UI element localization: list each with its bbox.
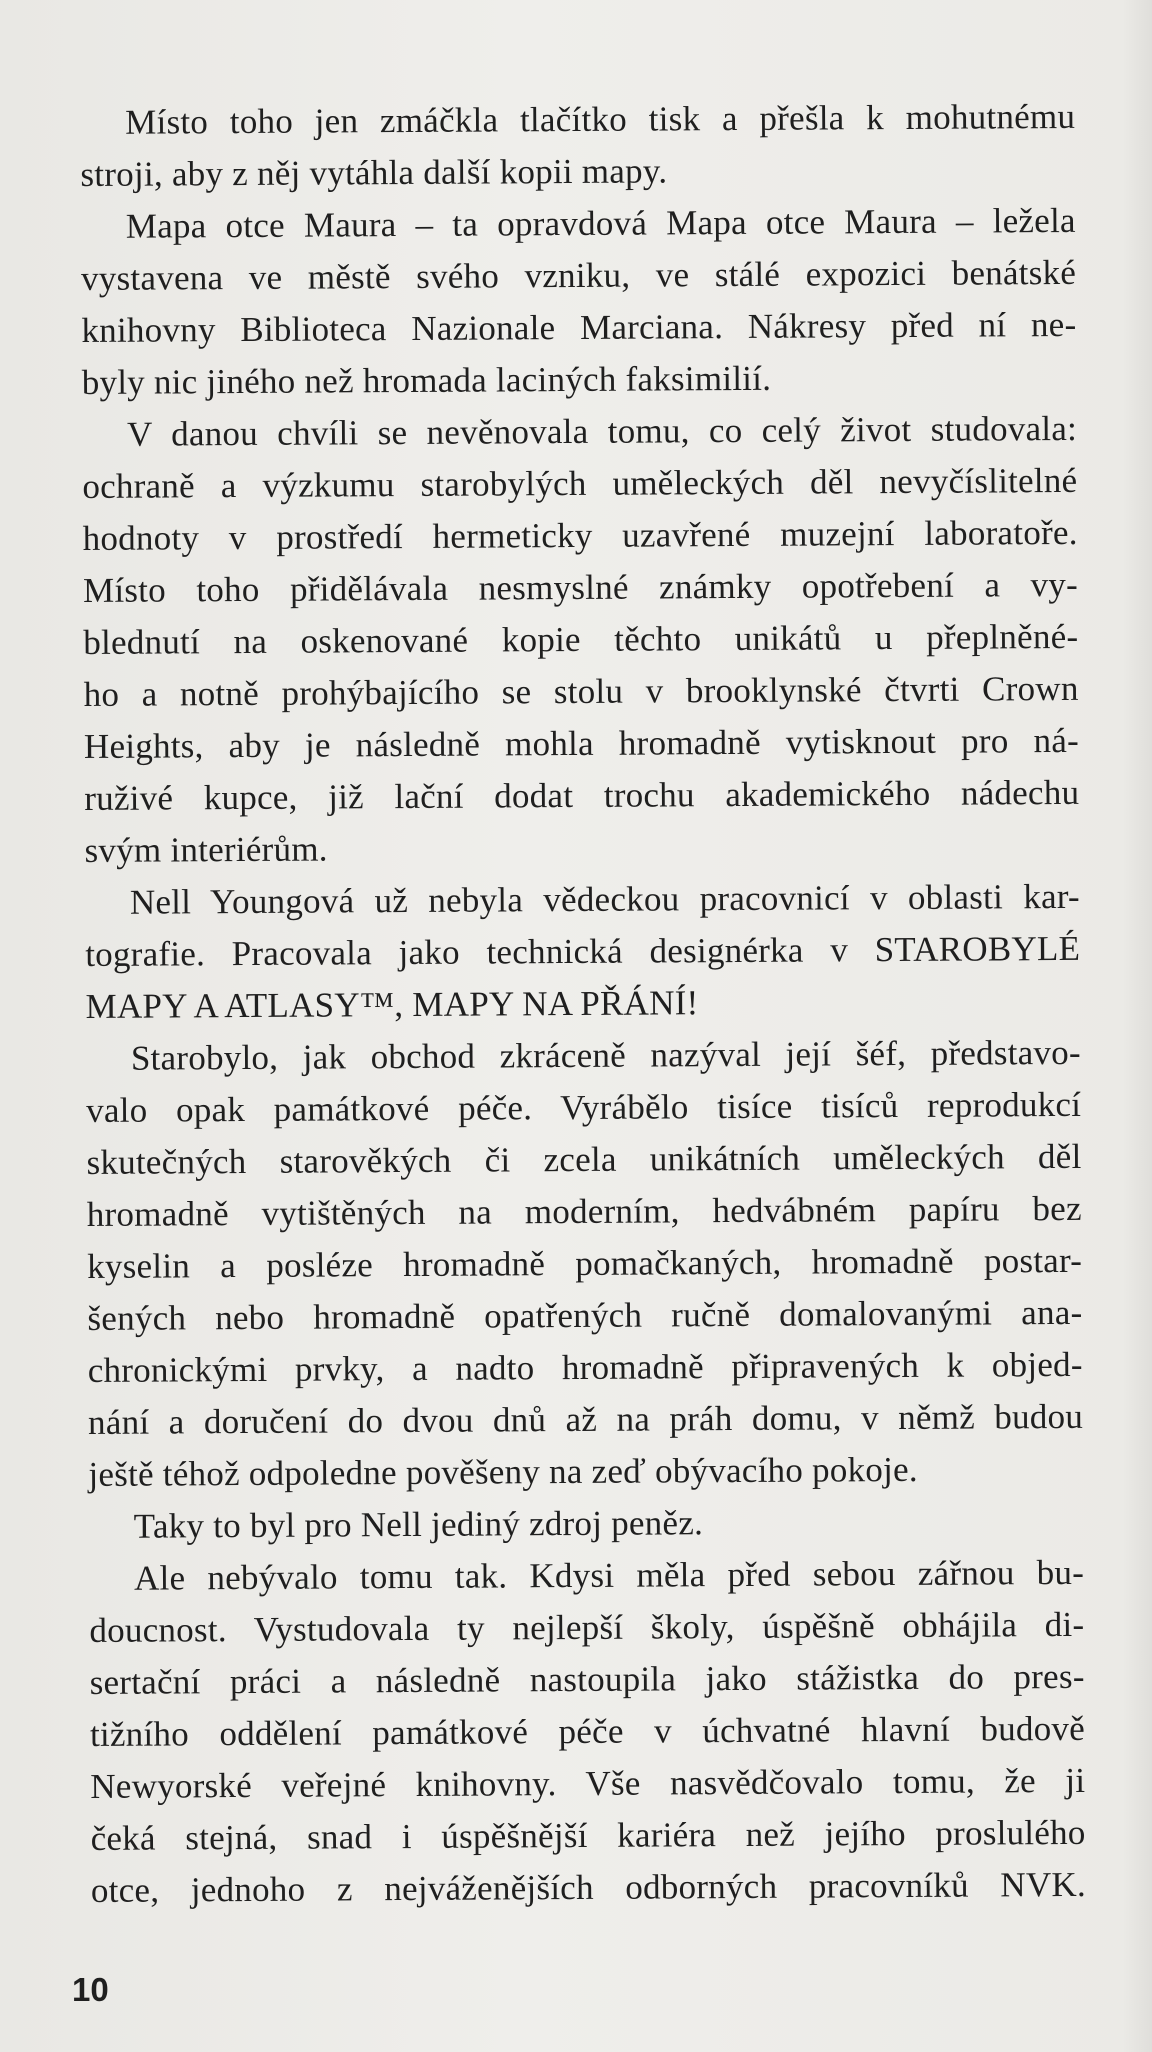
text-line: čeká stejná, snad i úspěšnější kariéra než jejího proslulého	[90, 1812, 1086, 1858]
page-edge-shadow	[1122, 0, 1152, 2052]
text-line: valo opak památkové péče. Vyrábělo tisíce tisíců reprodukcí	[86, 1084, 1082, 1130]
text-line: otce, jednoho z nejváženějších odborných pracovníků NVK.	[90, 1864, 1087, 1910]
text-line: ještě téhož odpoledne pověšeny na zeď obývacího pokoje.	[88, 1449, 918, 1494]
text-line: Taky to byl pro Nell jediný zdroj peněz.	[133, 1503, 704, 1546]
text-line: Starobylo, jak obchod zkráceně nazýval její šéf, představo-	[130, 1032, 1081, 1078]
page-number: 10	[72, 1971, 109, 2008]
text-line: sertační práci a následně nastoupila jako stážistka do pres-	[89, 1656, 1085, 1702]
text-line: stroji, aby z něj vytáhla další kopii mapy.	[80, 151, 668, 194]
text-line: šených nebo hromadně opatřených ručně domalovanými ana-	[87, 1292, 1083, 1338]
text-line: blednutí na oskenované kopie těchto unikátů u přeplněné-	[83, 616, 1079, 662]
text-line: Mapa otce Maura – ta opravdová Mapa otce Maura – ležela	[125, 200, 1076, 246]
text-line: Newyorské veřejné knihovny. Vše nasvědčovalo tomu, že ji	[90, 1760, 1086, 1806]
text-line: nání a doručení do dvou dnů až na práh domu, v němž budou	[87, 1396, 1084, 1442]
text-line: tižního oddělení památkové péče v úchvatné hlavní budově	[89, 1708, 1086, 1754]
text-line: Místo toho jen zmáčkla tlačítko tisk a přešla k mohutnému	[125, 96, 1076, 142]
text-line: Ale nebývalo tomu tak. Kdysi měla před sebou zářnou bu-	[133, 1552, 1085, 1598]
text-line: skutečných starověkých či zcela unikátních uměleckých děl	[86, 1136, 1082, 1182]
text-line: chronickými prvky, a nadto hromadně připravených k objed-	[87, 1344, 1083, 1390]
text-line: ho a notně prohýbajícího se stolu v brooklynské čtvrti Crown	[83, 668, 1079, 714]
text-line: doucnost. Vystudovala ty nejlepší školy, úspěšně obhájila di-	[89, 1604, 1085, 1650]
text-line: vystavena ve městě svého vzniku, ve stálé expozici benátské	[80, 252, 1077, 298]
text-line: hodnoty v prostředí hermeticky uzavřené muzejní laboratoře.	[82, 512, 1078, 558]
text-line: V danou chvíli se nevěnovala tomu, co celý život studovala:	[126, 408, 1078, 454]
text-line: hromadně vytištěných na moderním, hedvábném papíru bez	[86, 1188, 1082, 1234]
text-line: svým interiérům.	[84, 829, 328, 870]
body-text	[80, 90, 1087, 1910]
text-line: Místo toho přidělávala nesmyslné známky opotřebení a vy-	[82, 564, 1079, 610]
text-line: ochraně a výzkumu starobylých uměleckých děl nevyčíslitelné	[82, 460, 1078, 506]
text-line: MAPY A ATLASY™, MAPY NA PŘÁNÍ!	[85, 983, 699, 1026]
text-line: Heights, aby je následně mohla hromadně vytisknout pro ná-	[83, 720, 1080, 766]
text-line: kyselin a posléze hromadně pomačkaných, hromadně postar-	[87, 1240, 1083, 1286]
text-line: knihovny Biblioteca Nazionale Marciana. Nákresy před ní ne-	[81, 304, 1077, 350]
text-line: Nell Youngová už nebyla vědeckou pracovnicí v oblasti kar-	[129, 876, 1081, 922]
text-line: byly nic jiného než hromada laciných faksimilií.	[81, 358, 772, 402]
text-line: tografie. Pracovala jako technická designérka v STAROBYLÉ	[85, 928, 1081, 974]
text-line: ruživé kupce, již lační dodat trochu akademického nádechu	[84, 772, 1080, 818]
